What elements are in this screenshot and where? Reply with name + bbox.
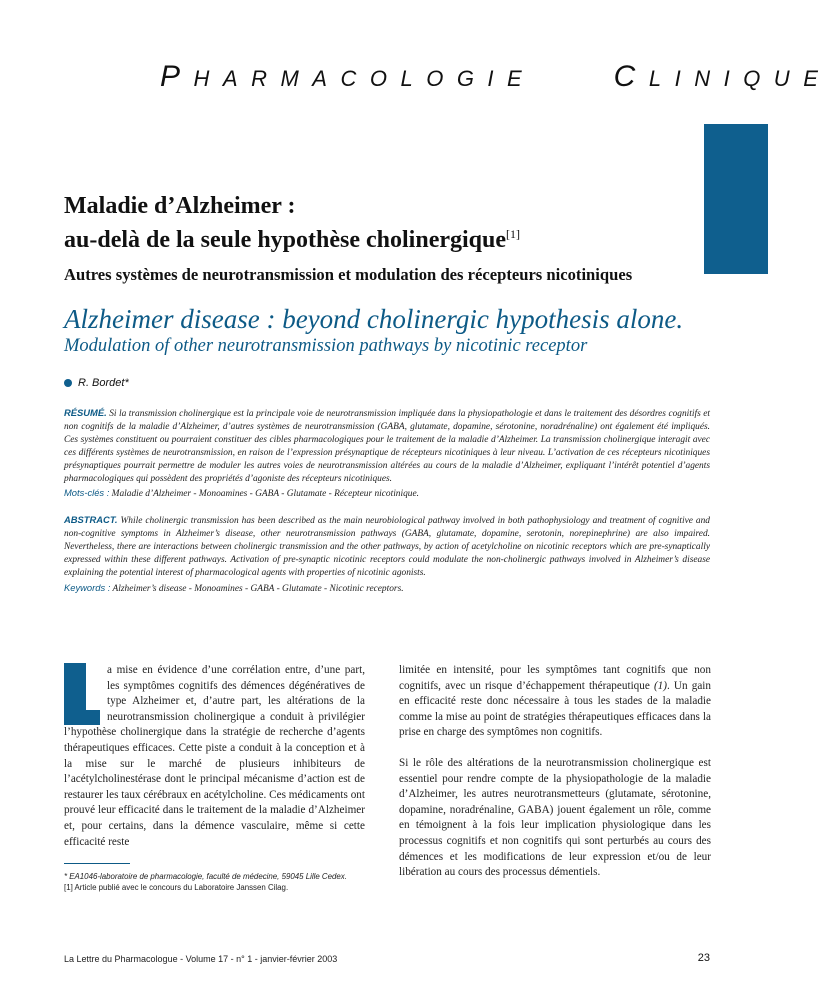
bullet-icon [64,379,72,387]
keywords-block [64,582,710,594]
body-paragraph-2: Si le rôle des altérations de la neurotransmission cholinergique est essentiel pour rendre compte de la physiopathologie de la maladie d’Alzheimer, les autres neurotransmetteurs (glutamate, sérotonine, dopamine, noradrénaline, GABA) jouent également un rôle, comme en témoignent à la fois leur implication physiologique dans les processus cognitifs et non cognitifs qui sont perturbés au cours des démences et les modifications de leur expression et/ou de leur libération au cours des processus démentiels. [399,756,711,879]
abstract-text: While cholinergic transmission has been described as the main neurobiological pathway involved in both pathophysiology and treatment of cognitive and non-cognitive symptoms in Alzheimer’s disease, other neurotransmission pathways (GABA, glutamate, dopamine, serotonin, norepinephrine) are also impaired. Nevertheless, there are interactions between cholinergic transmission and the other pathways, by action of acetylcholine on nicotinic receptors which are pre-synaptically expressed within these different pathways. Activation of pre-synaptic nicotinic receptors could modulate the non-cholinergic pathways involved in Alzheimer’s disease explaining the potential interest of pharmacological agents with properties of nicotinic agonists. [64,516,710,578]
resume-label: RÉSUMÉ. [64,407,107,418]
mots-cles-label: Mots-clés : [64,487,110,498]
body-paragraph-1: a mise en évidence d’une corrélation entre, d’une part, les symptômes cognitifs des démences dégénératives de type Alzheimer et, d’autre part, les altérations de la neurotransmission cholinergique a conduit à privilégier l’hypothèse cholinergique dans la stratégie de recherche d’agents thérapeutiques efficaces. Cette piste a conduit à la conception et à la mise sur le marché de plusieurs inhibiteurs de l’acétylcholinestérase dont le principal mécanisme d’action est de restaurer les taux cérébraux en acétylcholine. Ces médicaments ont prouvé leur efficacité dans le traitement de la maladie d’Alzheimer et, pour certains, dans la démence vasculaire, même si cette efficacité reste [64,664,365,848]
body-column-left [64,663,365,850]
section-word-harmacologie: HARMACOLOGIE [193,66,536,91]
section-initial-p: P [160,60,194,93]
citation-ref: (1) [653,679,667,692]
resume-text: Si la transmission cholinergique est la principale voie de neurotransmission impliquée dans la physiopathologie et dans le traitement des désordres cognitifs et non cognitifs de la maladie d’Alzheimer, d’autres systèmes de neurotransmission (GABA, glutamate, dopamine, sérotonine, noradrénaline) ont également été impliqués. Ces systèmes constituent ou pourraient constituer des cibles pharmacologiques pour le traitement de la maladie d’Alzheimer. La transmission cholinergique interagit avec ces différents systèmes de neurotransmission, en raison de l’expression présynaptique de récepteurs nicotiniques à leur niveau. L’activation de ces récepteurs nicotiniques présynaptiques pourrait permettre de moduler les autres voies de neurotransmission altérées au cours de la maladie d’Alzheimer, expliquant l’intérêt potentiel d’agents pharmacologiques qui possèdent des propriétés d’agoniste des récepteurs nicotiniques. [64,409,710,484]
body-paragraph-1-continued [399,663,711,741]
page-number: 23 [697,952,710,964]
section-initial-c: C [613,60,649,93]
footnote-affiliation: * EA1046-laboratoire de pharmacologie, faculté de médecine, 59045 Lille Cedex. [64,872,347,881]
title-note-ref: [1] [506,227,521,241]
journal-footer: La Lettre du Pharmacologue - Volume 17 - n° 1 - janvier-février 2003 [64,954,338,964]
mots-cles-text: Maladie d’Alzheimer - Monoamines - GABA - Glutamate - Récepteur nicotinique. [109,489,419,499]
body-column-right [399,663,711,881]
abstract-block [64,513,710,580]
resume-block [64,406,710,486]
keywords-text: Alzheimer’s disease - Monoamines - GABA - Glutamate - Nicotinic receptors. [110,584,404,594]
article-subtitle-fr: Autres systèmes de neurotransmission et modulation des récepteurs nicotiniques [64,265,633,284]
title-line-2 [64,220,694,254]
corner-accent-block [704,124,768,274]
article-title-en: Alzheimer disease : beyond cholinergic hypothesis alone. [64,304,684,334]
article-subtitle-en: Modulation of other neurotransmission pathways by nicotinic receptor [64,336,588,356]
mots-cles-block [64,487,710,499]
drop-cap-l-icon [64,663,100,725]
para-text-a: limitée en intensité, pour les symptômes tant cognitifs que non cognitifs, avec un risque d’échappement thérapeutique [399,664,711,692]
author-line [64,377,129,389]
keywords-label: Keywords : [64,582,111,593]
para-text-b: . Un gain en efficacité reste donc nécessaire à tous les stades de la maladie comme la mise au point de stratégies thérapeutiques efficaces dans la prise en charge des symptômes non cognitifs. [399,679,711,739]
author-name: R. Bordet* [78,377,129,389]
footnotes [64,871,374,893]
article-title-fr [64,192,694,254]
footnote-1: [1] Article publié avec le concours du Laboratoire Janssen Cilag. [64,883,289,892]
abstract-label: ABSTRACT. [64,514,118,525]
title-line-2-text: au-delà de la seule hypothèse cholinergique [64,227,507,253]
section-header [160,60,831,94]
title-line-1: Maladie d’Alzheimer : [64,193,296,219]
section-word-linique: LINIQUE [648,66,831,91]
footnote-divider [64,863,130,864]
